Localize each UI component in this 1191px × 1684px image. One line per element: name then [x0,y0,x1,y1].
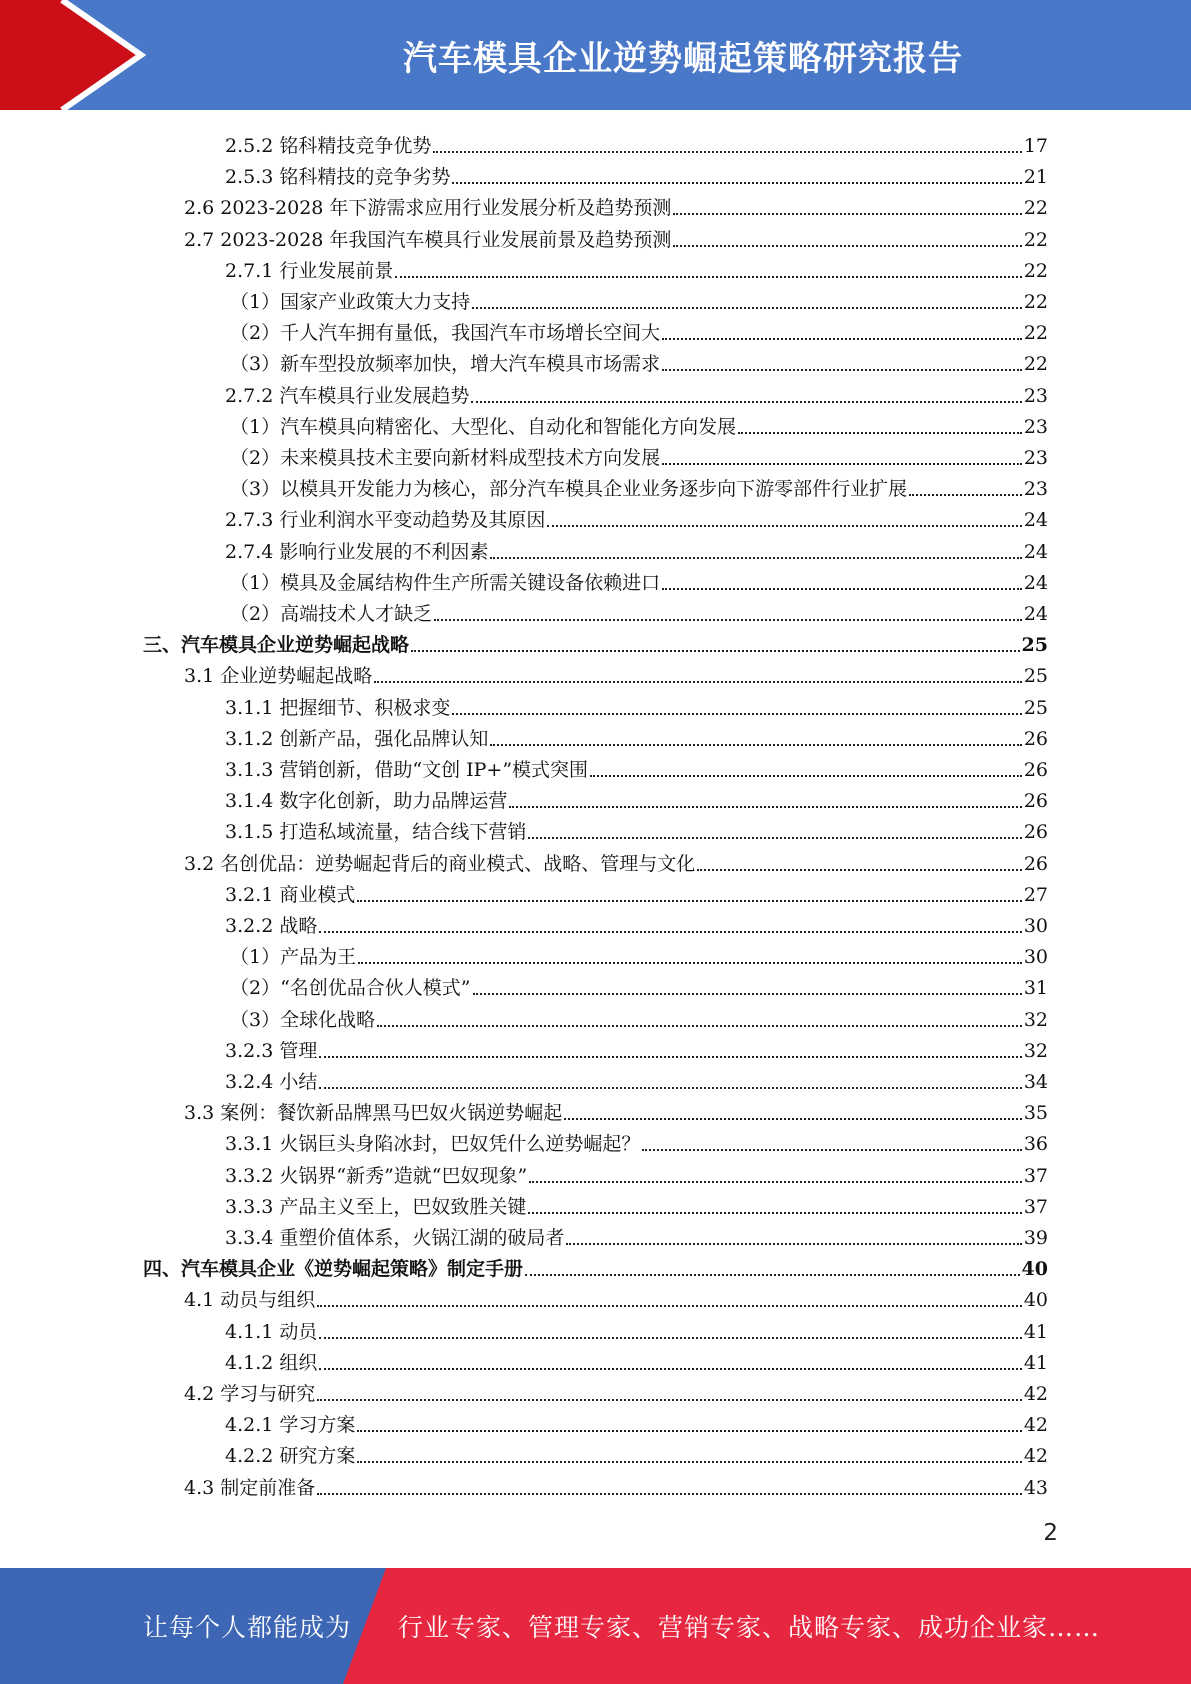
toc-dot-leader [319,931,1021,933]
toc-entry-page: 42 [1023,1383,1048,1405]
toc-entry[interactable] [225,689,1048,720]
toc-entry[interactable] [225,1188,1048,1219]
toc-dot-leader [357,1430,1021,1432]
toc-entry-label: （1）产品为王 [230,946,357,968]
toc-dot-leader [411,650,1020,652]
toc-dot-leader [452,182,1021,184]
toc-entry-page: 24 [1023,603,1048,625]
toc-entry[interactable] [225,1313,1048,1344]
toc-entry-label: 3.1.1 把握细节、积极求变 [225,697,451,719]
toc-entry-label: 3.3.3 产品主义至上，巴奴致胜关键 [225,1196,527,1218]
chevron-arrow-icon [0,0,160,110]
toc-entry-label: 3.2.2 战略 [225,915,318,937]
footer-slogan-left: 让每个人都能成为 [143,1613,352,1642]
toc-entry-label: 4.1 动员与组织 [184,1289,316,1311]
toc-entry[interactable] [230,345,1048,376]
toc-dot-leader [377,1025,1022,1027]
toc-dot-leader [662,369,1022,371]
toc-entry-page: 26 [1023,853,1048,875]
toc-entry-label: （1）国家产业政策大力支持 [230,291,471,313]
toc-entry[interactable] [143,626,1048,657]
toc-dot-leader [473,993,1022,995]
toc-dot-leader [358,962,1022,964]
toc-entry-label: 3.3.4 重塑价值体系，火锅江湖的破局者 [225,1227,565,1249]
toc-entry-page: 24 [1023,572,1048,594]
toc-entry-label: （2）千人汽车拥有量低，我国汽车市场增长空间大 [230,322,661,344]
toc-entry-page: 24 [1023,509,1048,531]
toc-entry-page: 40 [1021,1258,1048,1280]
toc-entry[interactable] [225,813,1048,844]
toc-entry-page: 22 [1023,197,1048,219]
toc-dot-leader [490,557,1021,559]
toc-entry-page: 25 [1023,697,1048,719]
toc-entry[interactable] [225,1406,1048,1437]
toc-dot-leader [319,1368,1021,1370]
toc-entry-page: 36 [1023,1133,1048,1155]
toc-entry-label: 四、汽车模具企业《逆势崛起策略》制定手册 [143,1258,524,1280]
toc-entry-label: 3.3 案例：餐饮新品牌黑马巴奴火锅逆势崛起 [184,1102,563,1124]
toc-dot-leader [357,1461,1021,1463]
toc-entry[interactable] [230,283,1048,314]
toc-entry[interactable] [225,1344,1048,1375]
report-title: 汽车模具企业逆势崛起策略研究报告 [403,38,963,79]
toc-entry-label: 2.5.2 铭科精技竞争优势 [225,135,432,157]
toc-entry[interactable] [230,408,1048,439]
toc-entry-label: （1）模具及金属结构件生产所需关键设备依赖进口 [230,572,661,594]
toc-entry-label: 3.1.3 营销创新，借助“文创 IP+”模式突围 [225,759,589,781]
toc-entry-page: 42 [1023,1414,1048,1436]
toc-entry[interactable] [230,938,1048,969]
toc-dot-leader [317,1305,1022,1307]
toc-dot-leader [317,1493,1022,1495]
toc-dot-leader [547,525,1021,527]
toc-entry-page: 26 [1023,790,1048,812]
toc-entry[interactable] [225,158,1048,189]
toc-dot-leader [673,245,1021,247]
toc-entry[interactable] [225,907,1048,938]
toc-entry-label: 4.2.1 学习方案 [225,1414,356,1436]
toc-entry-label: 3.1.4 数字化创新，助力品牌运营 [225,790,508,812]
toc-entry-page: 37 [1023,1196,1048,1218]
toc-dot-leader [642,1149,1021,1151]
toc-entry-page: 27 [1023,884,1048,906]
toc-entry-label: 4.1.2 组织 [225,1352,318,1374]
toc-entry-page: 21 [1023,166,1048,188]
toc-entry[interactable] [184,1281,1048,1312]
toc-entry[interactable] [225,252,1048,283]
toc-entry-page: 23 [1023,416,1048,438]
toc-dot-leader [528,1212,1021,1214]
toc-entry[interactable] [230,1001,1048,1032]
toc-entry[interactable] [225,377,1048,408]
toc-entry[interactable] [225,751,1048,782]
toc-dot-leader [471,401,1021,403]
toc-entry[interactable] [225,1437,1048,1468]
toc-entry[interactable] [230,969,1048,1000]
toc-dot-leader [662,338,1022,340]
toc-entry-label: （2）高端技术人才缺乏 [230,603,433,625]
toc-entry[interactable] [225,876,1048,907]
toc-entry-label: 4.2 学习与研究 [184,1383,316,1405]
toc-entry[interactable] [184,189,1048,220]
toc-entry-page: 43 [1023,1477,1048,1499]
toc-dot-leader [472,307,1022,309]
toc-entry-page: 26 [1023,821,1048,843]
toc-dot-leader [529,1181,1022,1183]
toc-entry[interactable] [225,1157,1048,1188]
toc-entry-page: 23 [1023,385,1048,407]
toc-dot-leader [662,588,1022,590]
toc-entry-label: （2）未来模具技术主要向新材料成型技术方向发展 [230,447,661,469]
toc-entry-page: 37 [1023,1165,1048,1187]
toc-dot-leader [509,806,1021,808]
toc-entry-page: 41 [1023,1321,1048,1343]
toc-entry[interactable] [184,1375,1048,1406]
toc-entry[interactable] [184,845,1048,876]
toc-entry-label: 4.1.1 动员 [225,1321,318,1343]
toc-entry-label: 2.7.2 汽车模具行业发展趋势 [225,385,470,407]
toc-entry-label: 2.6 2023-2028 年下游需求应用行业发展分析及趋势预测 [184,197,672,219]
toc-entry[interactable] [225,501,1048,532]
toc-entry-page: 26 [1023,759,1048,781]
toc-entry-page: 22 [1023,229,1048,251]
toc-entry-page: 22 [1023,291,1048,313]
toc-dot-leader [434,619,1022,621]
toc-entry[interactable] [184,221,1048,252]
toc-dot-leader [319,1337,1021,1339]
toc-entry-label: 3.1.2 创新产品，强化品牌认知 [225,728,489,750]
toc-entry-page: 31 [1023,977,1048,999]
toc-entry[interactable] [230,564,1048,595]
toc-entry-label: （3）以模具开发能力为核心，部分汽车模具企业业务逐步向下游零部件行业扩展 [230,478,908,500]
toc-entry-page: 22 [1023,322,1048,344]
toc-dot-leader [357,900,1021,902]
toc-entry[interactable] [225,720,1048,751]
toc-entry[interactable] [225,533,1048,564]
toc-entry[interactable] [225,782,1048,813]
toc-entry-page: 22 [1023,353,1048,375]
toc-dot-leader [697,869,1022,871]
toc-entry-label: 2.7.3 行业利润水平变动趋势及其原因 [225,509,546,531]
toc-dot-leader [374,681,1022,683]
toc-entry-label: 3.3.1 火锅巨头身陷冰封，巴奴凭什么逆势崛起？ [225,1133,641,1155]
toc-dot-leader [452,713,1021,715]
toc-entry-page: 30 [1023,946,1048,968]
toc-entry-label: 3.2.1 商业模式 [225,884,356,906]
toc-entry-page: 23 [1023,447,1048,469]
toc-entry[interactable] [230,470,1048,501]
toc-entry[interactable] [225,1219,1048,1250]
toc-entry[interactable] [230,595,1048,626]
toc-entry-label: （1）汽车模具向精密化、大型化、自动化和智能化方向发展 [230,416,737,438]
toc-dot-leader [662,463,1022,465]
toc-dot-leader [564,1118,1022,1120]
toc-dot-leader [319,1056,1021,1058]
toc-entry-page: 40 [1023,1289,1048,1311]
toc-entry-page: 41 [1023,1352,1048,1374]
toc-dot-leader [395,276,1021,278]
toc-dot-leader [433,151,1021,153]
page-header [0,0,1191,110]
footer-slogan-right: 行业专家、管理专家、营销专家、战略专家、成功企业家…… [398,1613,1101,1642]
toc-dot-leader [490,744,1021,746]
toc-entry-label: （3）新车型投放频率加快，增大汽车模具市场需求 [230,353,661,375]
toc-entry-label: （2）“名创优品合伙人模式” [230,977,471,999]
toc-entry-page: 17 [1023,135,1048,157]
page-footer [0,1568,1191,1684]
toc-dot-leader [319,1087,1021,1089]
toc-dot-leader [590,775,1022,777]
toc-dot-leader [317,1399,1022,1401]
toc-entry-label: 3.2 名创优品：逆势崛起背后的商业模式、战略、管理与文化 [184,853,696,875]
toc-entry-label: 三、汽车模具企业逆势崛起战略 [143,634,410,656]
toc-dot-leader [909,494,1022,496]
toc-entry-label: 3.3.2 火锅界“新秀”造就“巴奴现象” [225,1165,528,1187]
toc-entry-page: 23 [1023,478,1048,500]
toc-entry[interactable] [225,1032,1048,1063]
toc-entry[interactable] [143,1250,1048,1281]
toc-entry-page: 24 [1023,541,1048,563]
toc-entry[interactable] [184,657,1048,688]
toc-entry-label: 2.7 2023-2028 年我国汽车模具行业发展前景及趋势预测 [184,229,672,251]
toc-entry-label: 3.1.5 打造私域流量，结合线下营销 [225,821,527,843]
toc-dot-leader [525,1274,1020,1276]
toc-entry-label: 3.1 企业逆势崛起战略 [184,665,373,687]
toc-dot-leader [738,432,1022,434]
toc-entry-page: 32 [1023,1040,1048,1062]
toc-entry-page: 34 [1023,1071,1048,1093]
toc-entry-label: 2.5.3 铭科精技的竞争劣势 [225,166,451,188]
toc-entry-label: 2.7.1 行业发展前景 [225,260,394,282]
toc-entry[interactable] [230,314,1048,345]
toc-dot-leader [566,1243,1021,1245]
toc-entry-page: 22 [1023,260,1048,282]
toc-entry-page: 39 [1023,1227,1048,1249]
toc-entry[interactable] [184,1094,1048,1125]
toc-entry-page: 42 [1023,1445,1048,1467]
toc-entry[interactable] [225,127,1048,158]
page-number: 2 [1043,1520,1058,1546]
toc-dot-leader [673,213,1021,215]
toc-dot-leader [528,837,1021,839]
toc-entry-label: 3.2.4 小结 [225,1071,318,1093]
toc-entry[interactable] [225,1063,1048,1094]
toc-entry-page: 26 [1023,728,1048,750]
toc-entry-label: 2.7.4 影响行业发展的不利因素 [225,541,489,563]
toc-entry-page: 30 [1023,915,1048,937]
toc-entry[interactable] [184,1469,1048,1500]
toc-entry-label: 4.3 制定前准备 [184,1477,316,1499]
toc-entry-page: 25 [1023,665,1048,687]
toc-entry-page: 25 [1021,634,1048,656]
toc-entry[interactable] [230,439,1048,470]
toc-entry-label: 4.2.2 研究方案 [225,1445,356,1467]
toc-entry-page: 32 [1023,1009,1048,1031]
toc-entry-page: 35 [1023,1102,1048,1124]
toc-entry-label: 3.2.3 管理 [225,1040,318,1062]
toc-entry[interactable] [225,1125,1048,1156]
toc-entry-label: （3）全球化战略 [230,1009,376,1031]
